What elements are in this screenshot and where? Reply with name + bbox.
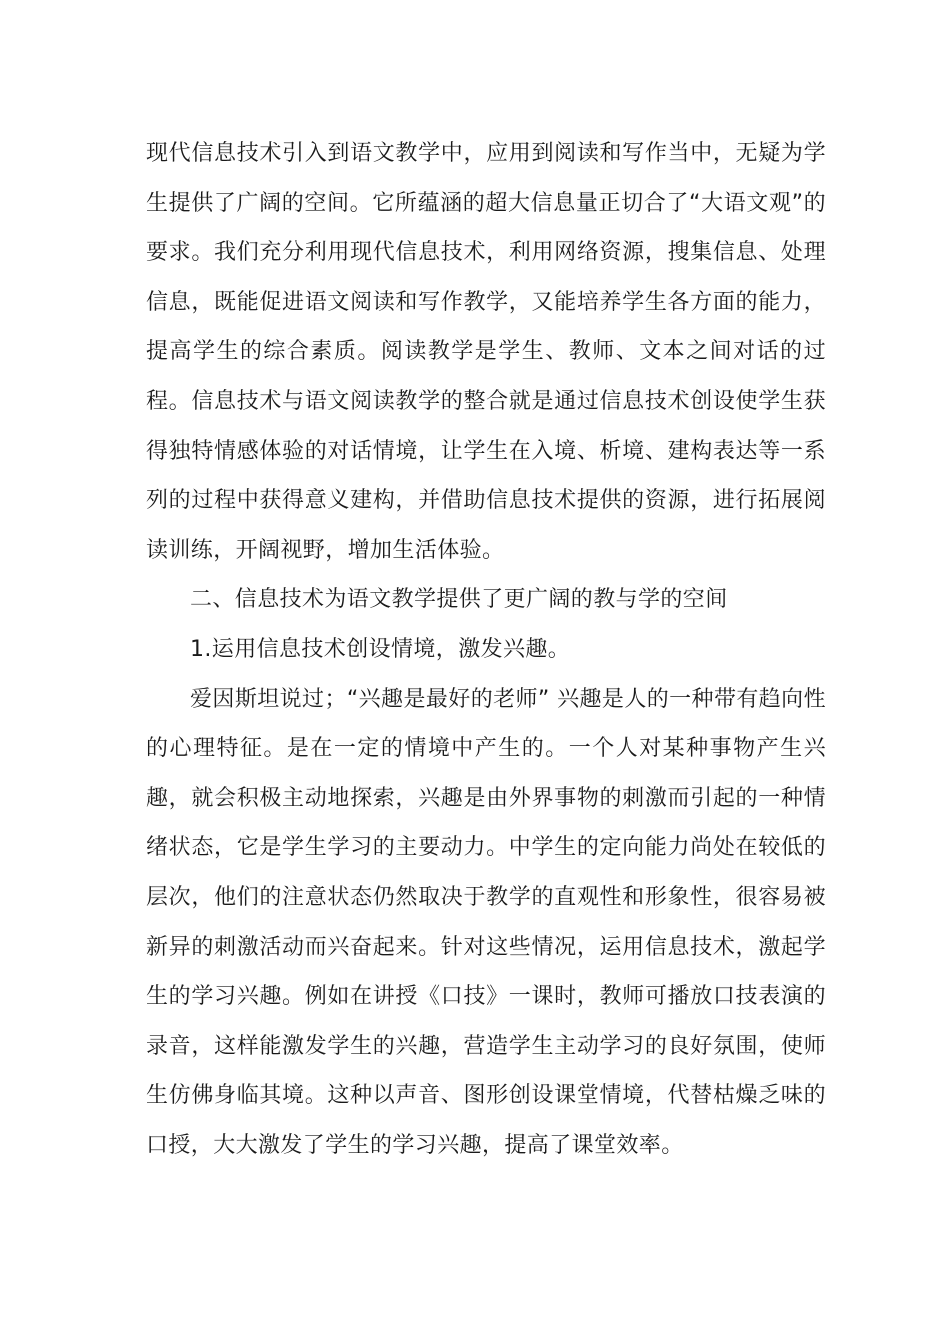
section-heading: 二、信息技术为语文教学提供了更广阔的教与学的空间 [190, 587, 728, 613]
subheading: 1.运用信息技术创设情境，激发兴趣。 [190, 636, 571, 662]
paragraph-interest: 爱因斯坦说过；“兴趣是最好的老师” 兴趣是人的一种带有趋向性的心理特征。是在一定的情境中产生的。一个人对某种事物产生兴趣，就会积极主动地探索，兴趣是由外界事物的刺激而引起的一种情绪状态，它是学生学习的主要动力。中学生的定向能力尚处在较低的层次，他们的注意状态仍然取决于教学的直观性和形象性，很容易被新异的刺激活动而兴奋起来。针对这些情况，运用信息技术，激起学生的学习兴趣。例如在讲授《口技》一课时，教师可播放口技表演的录音，这样能激发学生的兴趣，营造学生主动学习的良好氛围，使师生仿佛身临其境。这种以声音、图形创设课堂情境，代替枯燥乏味的口授，大大激发了学生的学习兴趣，提高了课堂效率。 [146, 686, 826, 1158]
document-body [146, 129, 826, 1170]
paragraph-intro: 现代信息技术引入到语文教学中，应用到阅读和写作当中，无疑为学生提供了广阔的空间。它所蕴涵的超大信息量正切合了“大语文观”的要求。我们充分利用现代信息技术，利用网络资源，搜集信息、处理信息，既能促进语文阅读和写作教学，又能培养学生各方面的能力，提高学生的综合素质。阅读教学是学生、教师、文本之间对话的过程。信息技术与语文阅读教学的整合就是通过信息技术创设使学生获得独特情感体验的对话情境，让学生在入境、析境、建构表达等一系列的过程中获得意义建构，并借助信息技术提供的资源，进行拓展阅读训练，开阔视野，增加生活体验。 [146, 141, 826, 563]
